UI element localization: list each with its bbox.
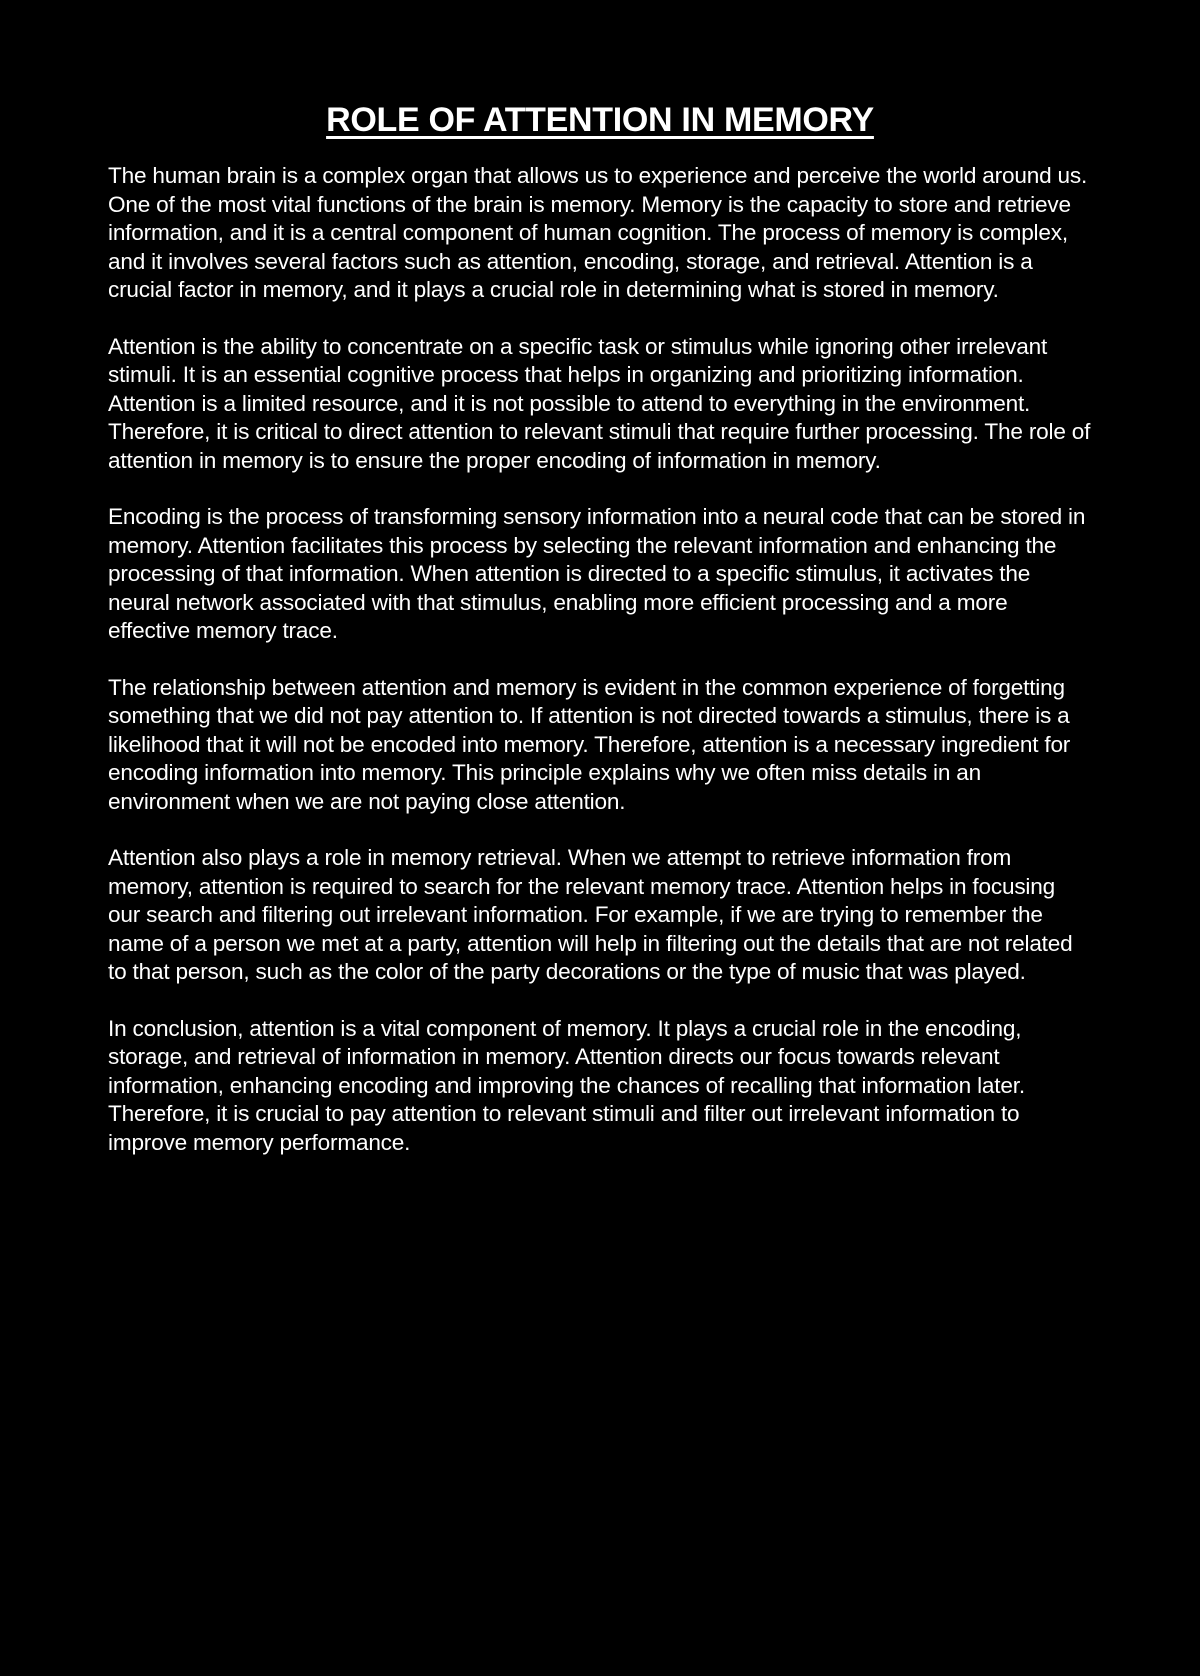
paragraph-conclusion: In conclusion, attention is a vital component of memory. It plays a crucial role in the encoding, storage, and retrieval of information in memory. Attention directs our focus towards relevant information, enhancing encoding and improving the chances of recalling that information later. Therefore, it is crucial to pay attention to relevant stimuli and filter out irrelevant information to improve memory performance.	[108, 1015, 1025, 1155]
document-title: ROLE OF ATTENTION IN MEMORY	[326, 101, 874, 139]
paragraph-attention-definition: Attention is the ability to concentrate on a specific task or stimulus while ignoring other irrelevant stimuli. It is an essential cognitive process that helps in organizing and prioritizing information. Attention is a limited resource, and it is not possible to attend to everything in the environment. Therefore, it is critical to direct attention to relevant stimuli that require further processing. The role of attention in memory is to ensure the proper encoding of information in memory.	[108, 333, 1091, 473]
paragraph-introduction: The human brain is a complex organ that allows us to experience and perceive the world around us. One of the most vital functions of the brain is memory. Memory is the capacity to store and retrieve information, and it is a central component of human cognition. The process of memory is complex, and it involves several factors such as attention, encoding, storage, and retrieval. Attention is a crucial factor in memory, and it plays a crucial role in determining what is stored in memory.	[108, 163, 1088, 302]
paragraph-retrieval: Attention also plays a role in memory retrieval. When we attempt to retrieve information from memory, attention is required to search for the relevant memory trace. Attention helps in focusing our search and filtering out irrelevant information. For example, if we are trying to remember the name of a person we met at a party, attention will help in filtering out the details that are not related to that person, such as the color of the party decorations or the type of music that was played.	[108, 845, 1073, 984]
paragraph-encoding: Encoding is the process of transforming sensory information into a neural code that can be stored in memory. Attention facilitates this process by selecting the relevant information and enhancing the processing of that information. When attention is directed to a specific stimulus, it activates the neural network associated with that stimulus, enabling more efficient processing and a more effective memory trace.	[108, 504, 1086, 643]
paragraph-relationship: The relationship between attention and memory is evident in the common experience of forgetting something that we did not pay attention to. If attention is not directed towards a stimulus, there is a likelihood that it will not be encoded into memory. Therefore, attention is a necessary ingredient for encoding information into memory. This principle explains why we often miss details in an environment when we are not paying close attention.	[108, 674, 1071, 814]
document-body	[108, 162, 1092, 1157]
